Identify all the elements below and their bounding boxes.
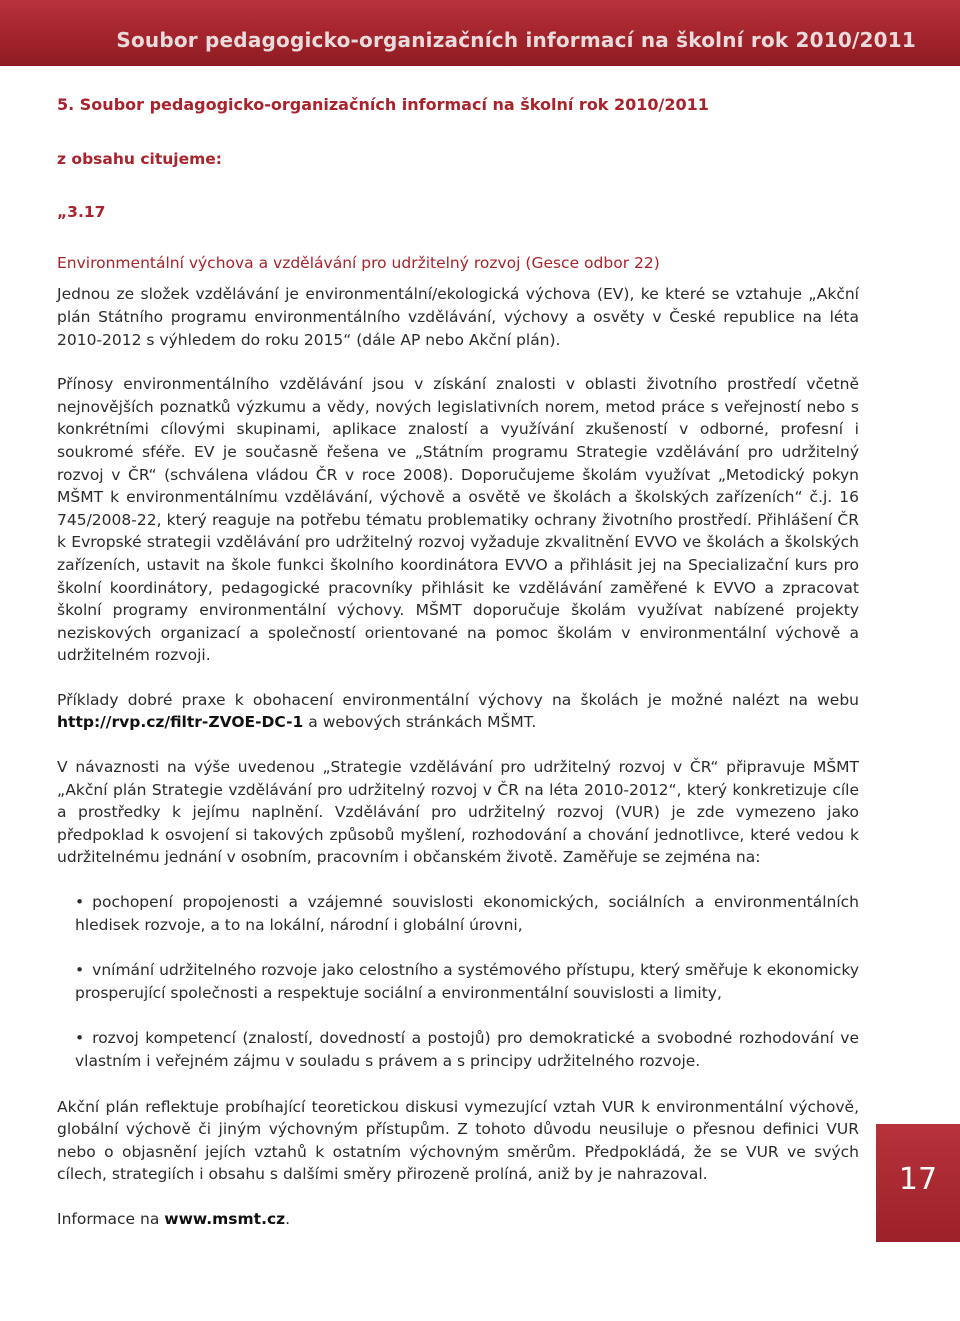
- msmt-link[interactable]: www.msmt.cz: [164, 1209, 286, 1228]
- list-item: [75, 1027, 859, 1072]
- page-number: 17: [898, 1162, 938, 1197]
- page-number-tab: [876, 1124, 960, 1242]
- quote-number: „3.17: [57, 203, 106, 222]
- paragraph-3-text: Příklady dobré praxe k obohacení environmentální výchovy na školách je možné nalézt na webu: [57, 690, 859, 709]
- section-title: 5. Soubor pedagogicko-organizačních informací na školní rok 2010/2011: [57, 95, 709, 114]
- list-item: [75, 959, 859, 1004]
- paragraph-6-suffix: .: [285, 1209, 291, 1228]
- rvp-link[interactable]: http://rvp.cz/filtr-ZVOE-DC-1: [57, 713, 304, 732]
- topic-title: Environmentální výchova a vzdělávání pro udržitelný rozvoj (Gesce odbor 22): [57, 253, 660, 272]
- paragraph-3: [57, 689, 859, 734]
- bullet-icon: •: [75, 1029, 85, 1048]
- section-subtitle: z obsahu citujeme:: [57, 149, 222, 168]
- list-item: [75, 891, 859, 936]
- paragraph-5: Akční plán reflektuje probíhající teoretickou diskusi vymezující vztah VUR k environmentální výchově, globální výchově či jiným výchovným přístupům. Z tohoto důvodu neusiluje o přesnou definici VUR nebo o objasnění jejích vztahů k ostatním výchovným směrům. Předpokládá, že se VUR ve svých cílech, strategiích i obsahu s dalšími směry přirozeně prolíná, aniž by je nahrazoval.: [57, 1097, 859, 1184]
- paragraph-1: Jednou ze složek vzdělávání je environmentální/ekologická výchova (EV), ke které se vztahuje „Akční plán Státního programu environmentálního vzdělávání, výchovy a osvěty v České republice na léta 2010-2012 s výhledem do roku 2015“ (dále AP nebo Akční plán).: [57, 285, 859, 349]
- header-band: [0, 0, 960, 66]
- paragraph-6-text: Informace na: [57, 1209, 165, 1228]
- list-item-text: rozvoj kompetencí (znalostí, dovedností a postojů) pro demokratické a svobodné rozhodování ve vlastním i veřejném zájmu v souladu s právem a s principy udržitelného rozvoje.: [75, 1029, 859, 1070]
- bullet-icon: •: [75, 961, 85, 980]
- list-item-text: pochopení propojenosti a vzájemné souvislosti ekonomických, sociálních a environmentálních hledisek rozvoje, a to na lokální, národní i globální úrovni,: [75, 893, 859, 934]
- bullet-icon: •: [75, 893, 85, 912]
- paragraph-3-suffix: a webových stránkách MŠMT.: [303, 713, 537, 732]
- paragraph-4: V návaznosti na výše uvedenou „Strategie vzdělávání pro udržitelný rozvoj v ČR“ připravuje MŠMT „Akční plán Strategie vzdělávání pro udržitelný rozvoj v ČR na léta 2010-2012“, který konkretizuje cíle a prostředky k jejímu naplnění. Vzdělávání pro udržitelný rozvoj (VUR) je zde vymezeno jako předpoklad k osvojení si takových způsobů myšlení, rozhodování a chování jednotlivce, které vedou k udržitelnému jednání v osobním, pracovním i občanském životě. Zaměřuje se zejména na:: [57, 758, 859, 867]
- document-body: [57, 94, 859, 1231]
- bullet-list: [57, 891, 859, 1073]
- paragraph-6: [57, 1208, 859, 1231]
- list-item-text: vnímání udržitelného rozvoje jako celostního a systémového přístupu, který směřuje k ekonomicky prosperující společnosti a respektuje sociální a environmentální souvislosti a limity,: [75, 961, 859, 1002]
- header-title: Soubor pedagogicko-organizačních informací na školní rok 2010/2011: [116, 28, 916, 52]
- paragraph-2: Přínosy environmentálního vzdělávání jsou v získání znalosti v oblasti životního prostředí včetně nejnovějších poznatků výzkumu a vědy, nových legislativních norem, metod práce s veřejností nebo s konkrétními cílovými skupinami, aplikace znalostí a využívání zkušeností v odborné, profesní i soukromé sféře. EV je současně řešena ve „Státním programu Strategie vzdělávání pro udržitelný rozvoj v ČR“ (schválena vládou ČR v roce 2008). Doporučujeme školám využívat „Metodický pokyn MŠMT k environmentálnímu vzdělávání, výchově a osvětě ve školách a školských zařízeních“ č.j. 16 745/2008-22, který reaguje na potřebu tématu problematiky ochrany životního prostředí. Přihlášení ČR k Evropské strategii vzdělávání pro udržitelný rozvoj vyžaduje zkvalitnění EVVO ve školách a školských zařízeních, ustavit na škole funkci školního koordinátora EVVO a přihlásit jej na Specializační kurs pro školní koordinátory, pedagogické pracovníky přihlásit ke vzdělávání zaměřené k EVVO a zpracovat školní programy environmentální výchovy. MŠMT doporučuje školám využívat nabízené projekty neziskových organizací a společností orientované na pomoc školám v environmentální výchově a udržitelném rozvoji.: [57, 375, 859, 665]
